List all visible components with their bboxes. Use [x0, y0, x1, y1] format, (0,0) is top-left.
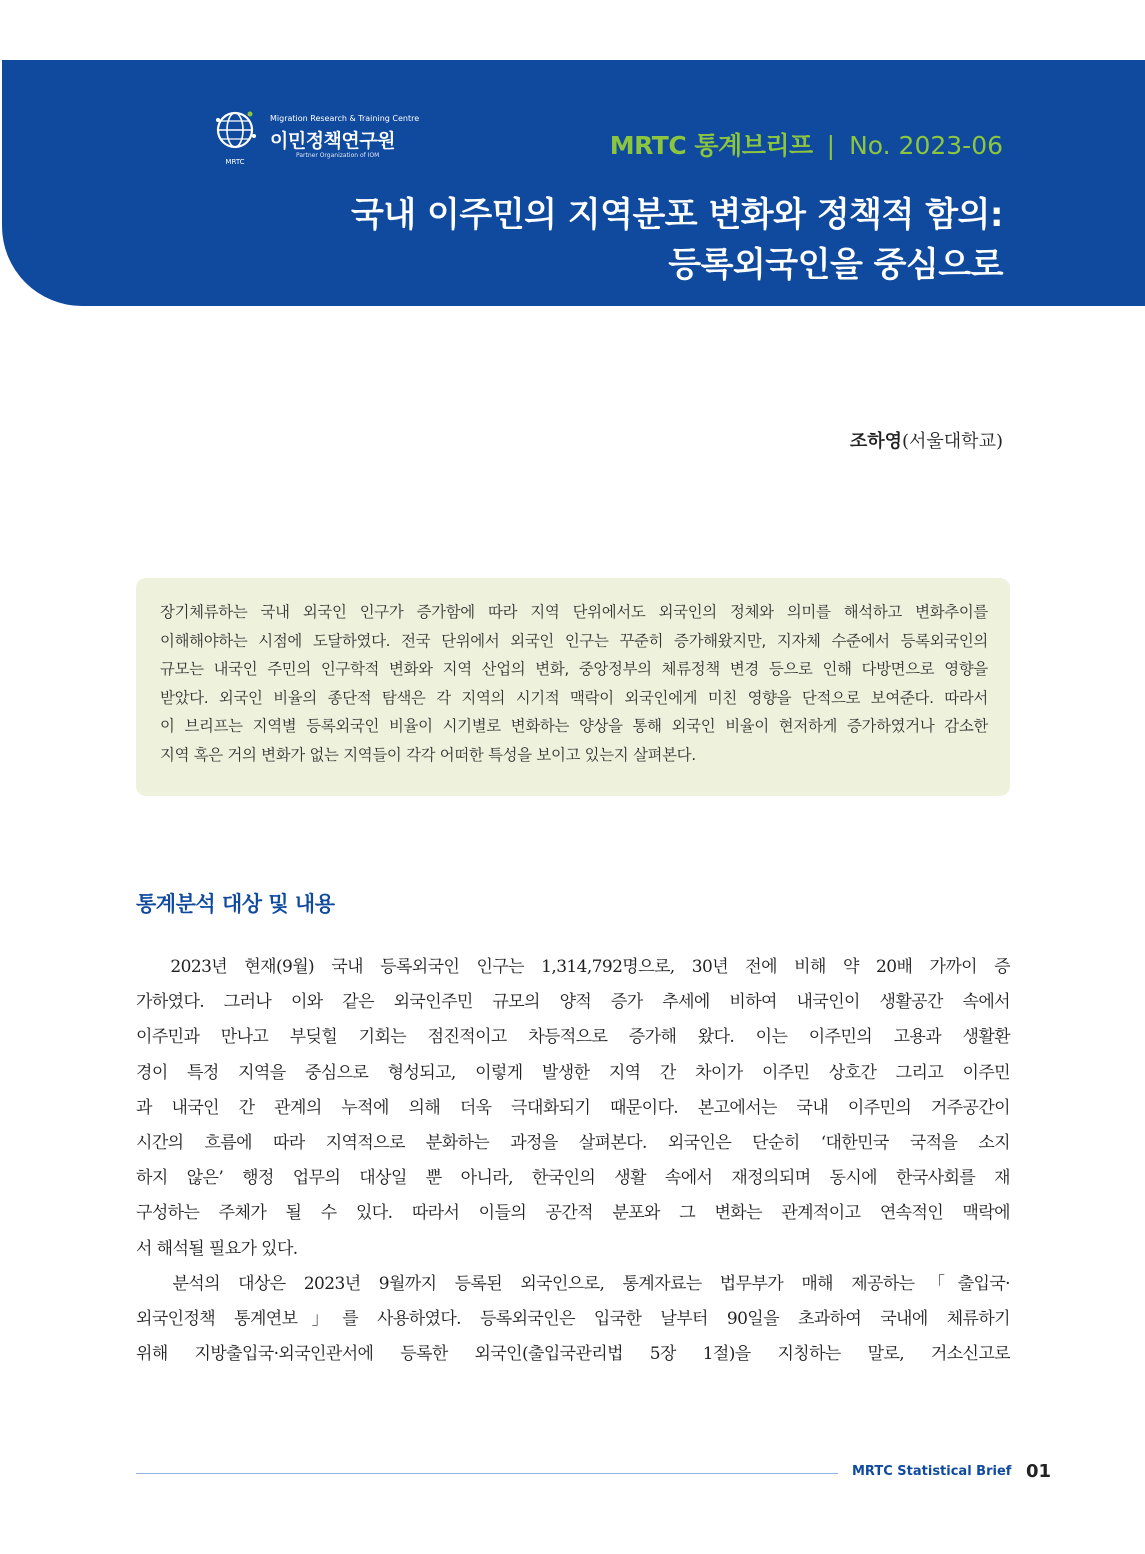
org-logo [210, 106, 430, 168]
body-line: 시간의 흐름에 따라 지역적으로 분화하는 과정을 살펴본다. 외국인은 단순히 ‘대한민국 국적을 소지 [136, 1132, 1010, 1153]
issue-number: No. 2023-06 [849, 131, 1003, 160]
body-text [136, 950, 1010, 1372]
globe-emblem-icon [210, 106, 260, 168]
series-separator: | [826, 131, 836, 160]
author-affiliation: (서울대학교) [902, 431, 1003, 452]
emblem-text: MRTC [225, 158, 245, 166]
body-line: 가하였다. 그러나 이와 같은 외국인주민 규모의 양적 증가 추세에 비하여 내국인이 생활공간 속에서 [136, 992, 1010, 1013]
author [850, 427, 1003, 453]
page-title [351, 190, 1003, 290]
footer-divider [136, 1473, 838, 1474]
body-line: 위해 지방출입국·외국인관서에 등록한 외국인(출입국관리법 5장 1절)을 지칭하는 말로, 거소신고로 [136, 1344, 1010, 1365]
summary-line: 지역 혹은 거의 변화가 없는 지역들이 각각 어떠한 특성을 보이고 있는지 살펴본다. [160, 745, 696, 764]
author-name: 조하영 [849, 431, 902, 452]
body-line: 이주민과 만나고 부딪힐 기회는 점진적이고 차등적으로 증가해 왔다. 이는 이주민의 고용과 생활환 [136, 1027, 1010, 1048]
summary-line: 받았다. 외국인 비율의 종단적 탐색은 각 지역의 시기적 맥락이 외국인에게 미친 영향을 단적으로 보여준다. 따라서 [160, 688, 988, 707]
footer-label: MRTC Statistical Brief [852, 1464, 1012, 1479]
body-line: 분석의 대상은 2023년 9월까지 등록된 외국인으로, 통계자료는 법무부가 매해 제공하는「출입국· [136, 1273, 1010, 1294]
org-name-en: Migration Research & Training Centre [270, 114, 420, 123]
summary-box [136, 578, 1010, 796]
title-line-1: 국내 이주민의 지역분포 변화와 정책적 함의: [351, 195, 1003, 235]
body-line: 과 내국인 간 관계의 누적에 의해 더욱 극대화되기 때문이다. 본고에서는 국내 이주민의 거주공간이 [136, 1097, 1010, 1118]
series-name: MRTC 통계브리프 [609, 131, 813, 160]
summary-line: 이해해야하는 시점에 도달하였다. 전국 단위에서 외국인 인구는 꾸준히 증가해왔지만, 지자체 수준에서 등록외국인의 [160, 631, 988, 650]
summary-line: 규모는 내국인 주민의 인구학적 변화와 지역 산업의 변화, 중앙정부의 체류정책 변경 등으로 인해 다방면으로 영향을 [160, 660, 988, 678]
org-name-ko: 이민정책연구원 [270, 130, 395, 152]
summary-line: 장기체류하는 국내 외국인 인구가 증가함에 따라 지역 단위에서도 외국인의 정체와 의미를 해석하고 변화추이를 [160, 603, 988, 621]
body-line: 2023년 현재(9월) 국내 등록외국인 인구는 1,314,792명으로, 30년 전에 비해 약 20배 가까이 증 [136, 957, 1010, 977]
org-partner: Partner Organization of IOM [296, 152, 380, 159]
summary-line: 이 브리프는 지역별 등록외국인 비율이 시기별로 변화하는 양상을 통해 외국인 비율이 현저하게 증가하였거나 감소한 [160, 717, 988, 735]
body-line: 경이 특정 지역을 중심으로 형성되고, 이렇게 발생한 지역 간 차이가 이주민 상호간 그리고 이주민 [136, 1062, 1010, 1083]
body-line: 하지 않은’ 행정 업무의 대상일 뿐 아니라, 한국인의 생활 속에서 재정의되며 동시에 한국사회를 재 [136, 1168, 1010, 1189]
body-line: 외국인정책 통계연보」를 사용하였다. 등록외국인은 입국한 날부터 90일을 초과하여 국내에 체류하기 [136, 1308, 1010, 1329]
title-line-2: 등록외국인을 중심으로 [668, 245, 1003, 285]
body-line: 구성하는 주체가 될 수 있다. 따라서 이들의 공간적 분포와 그 변화는 관계적이고 연속적인 맥락에 [136, 1203, 1010, 1224]
body-line: 서 해석될 필요가 있다. [136, 1238, 298, 1259]
page-number: 01 [1026, 1461, 1052, 1482]
section-heading: 통계분석 대상 및 내용 [136, 892, 335, 916]
series-label [610, 128, 1003, 164]
